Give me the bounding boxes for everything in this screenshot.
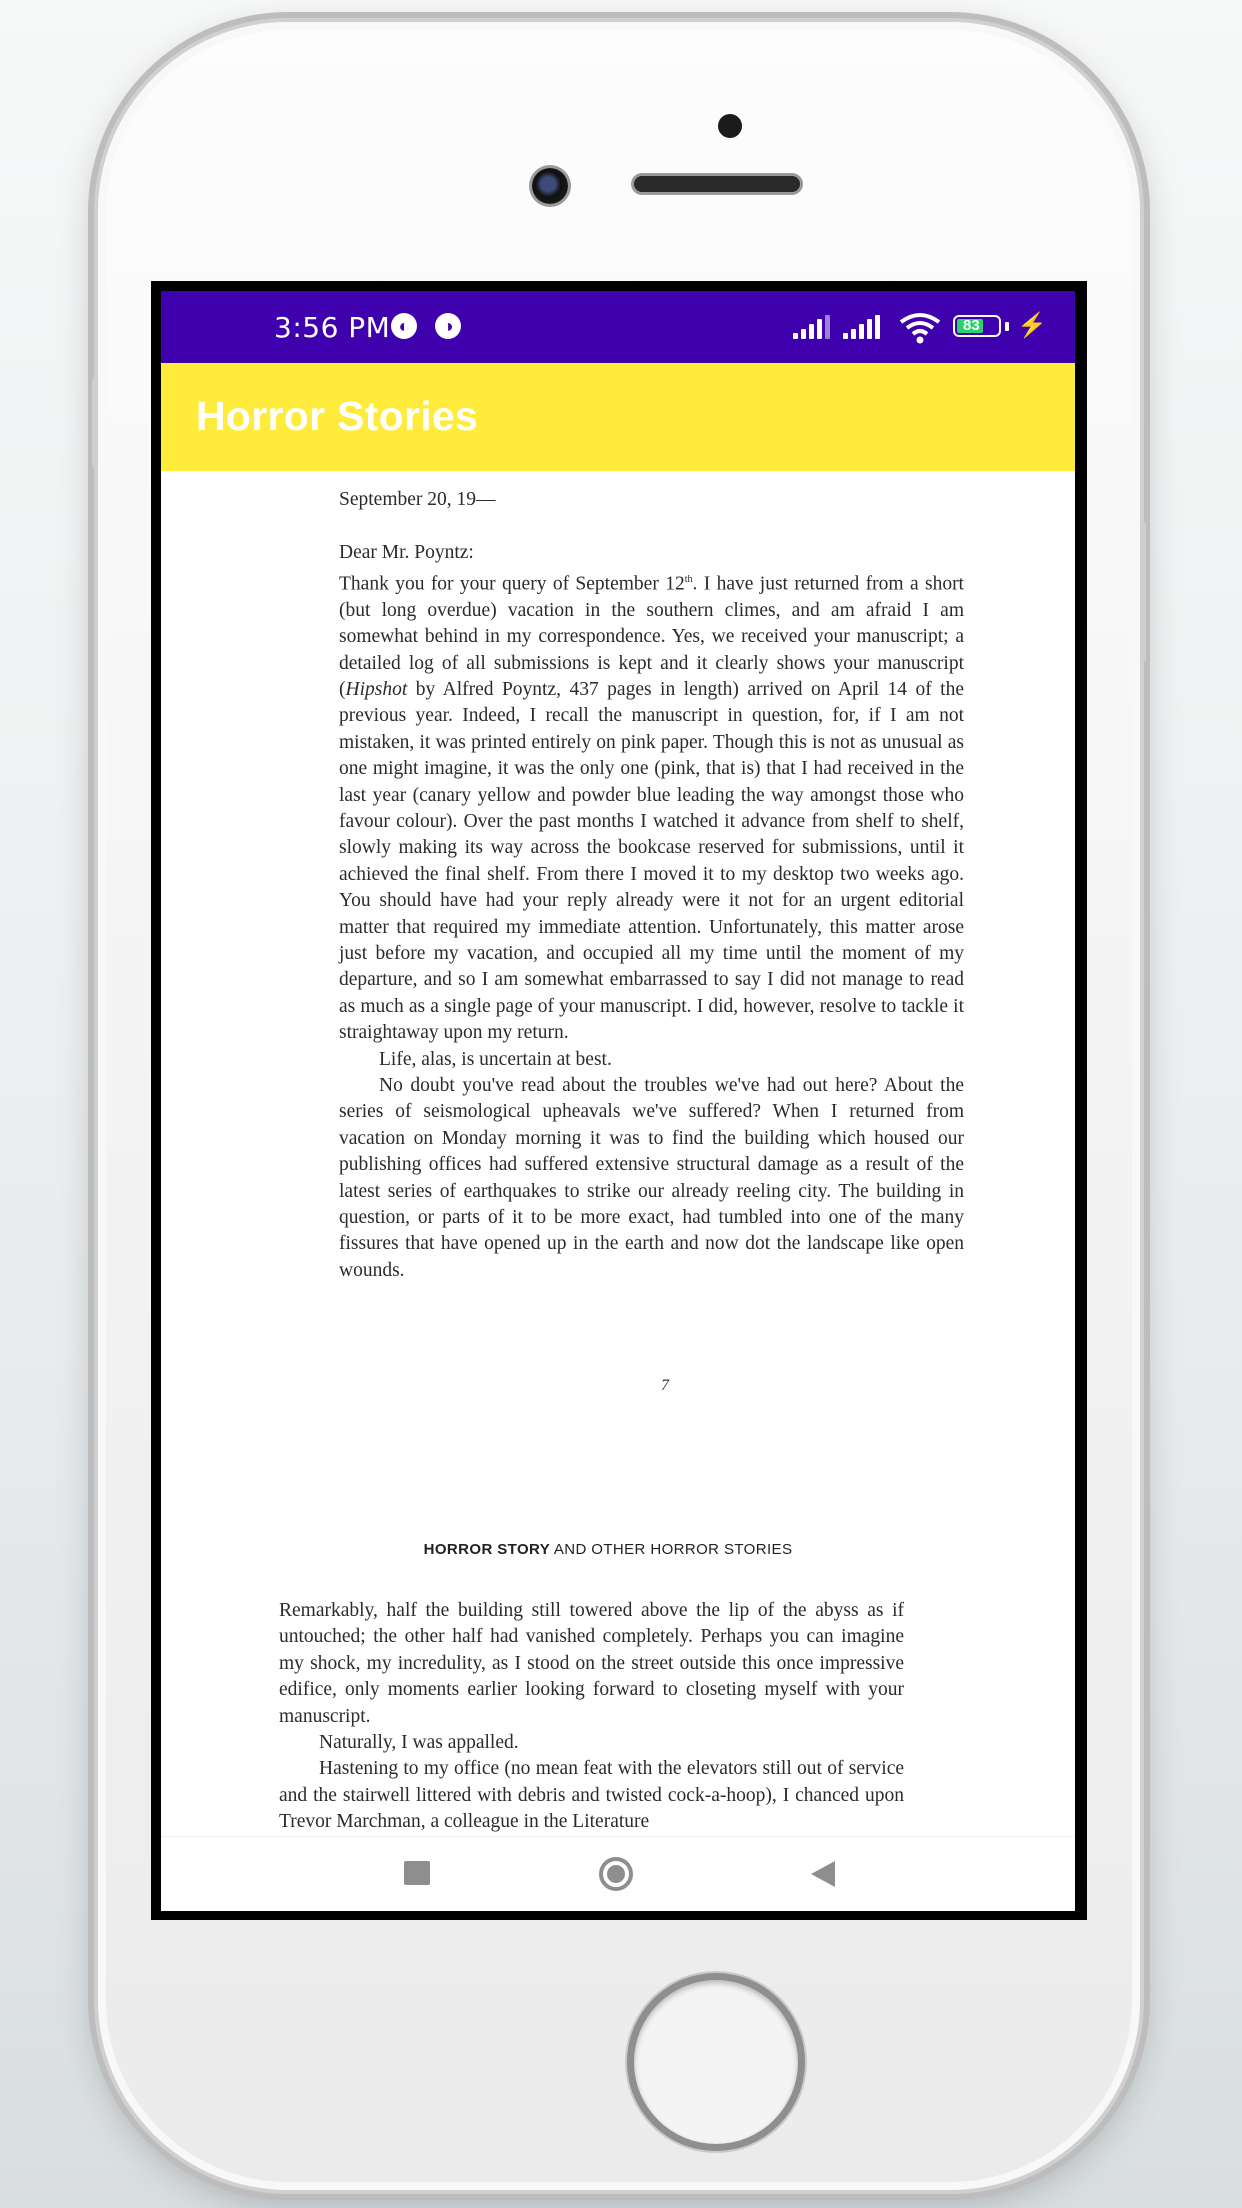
signal-icon bbox=[793, 315, 831, 339]
status-time: 3:56 PM bbox=[274, 311, 391, 344]
app-title: Horror Stories bbox=[196, 393, 479, 439]
front-camera bbox=[532, 168, 568, 204]
paragraph: Remarkably, half the building still towered above the lip of the abyss as if untouched; the other half had vanished completely. Perhaps you can imagine my shock, my incredulity, as I stood on the street outside this once impressive edifice, only moments earlier looking forward to closeting myself with your manuscript. bbox=[279, 1600, 904, 1727]
app-notification-icon: ◑ bbox=[435, 313, 461, 339]
letter-salutation: Dear Mr. Poyntz: bbox=[339, 542, 474, 564]
home-button[interactable] bbox=[599, 1857, 633, 1891]
book-page-8 bbox=[279, 1598, 904, 1836]
paragraph: No doubt you've read about the troubles we've had out here? About the series of seismological upheavals we've suffered? When I returned from vacation on Monday morning it was to find the building which housed our publishing offices had suffered extensive structural damage as a result of the latest series of earthquakes to strike our already reeling city. The building in question, or parts of it to be more exact, had tumbled into one of the many fissures that have opened up in the earth and now dot the landscape like open wounds. bbox=[339, 1075, 964, 1281]
status-bar bbox=[161, 291, 1075, 363]
paragraph: Life, alas, is uncertain at best. bbox=[379, 1048, 612, 1070]
earpiece-speaker bbox=[634, 176, 800, 192]
proximity-sensor bbox=[718, 114, 742, 138]
running-head: HORROR STORY AND OTHER HORROR STORIES bbox=[423, 1541, 793, 1558]
paragraph: Naturally, I was appalled. bbox=[319, 1732, 519, 1754]
paragraph: Thank you for your query of September 12th. I have just returned from a short (but long overdue) vacation in the southern climes, and am afraid I am somewhat behind in my correspondence. Yes, we received your manuscript; a detailed log of all submissions is kept and it clearly shows your manuscript (Hipshot by Alfred Poyntz, 437 pages in length) arrived on April 14 of the previous year. Indeed, I recall the manuscript in question, for, if I am not mistaken, it was printed entirely on pink paper. Though this is not as unusual as one might imagine, it was the only one (pink, that is) that I had received in the last year (canary yellow and powder blue leading the way amongst those who favour colour). Over the past months I watched it advance from shelf to shelf, slowly making its way across the bookcase reserved for submissions, until it achieved the final shelf. From there I moved it to my desktop two weeks ago. You should have had your reply already were it not for an urgent editorial matter that required my immediate attention. Unfortunately, this matter arose just before my vacation, and occupied all my time until the moment of my departure, and so I am somewhat embarrassed to say I did not manage to read as much as a single page of your manuscript. I did, however, resolve to tackle it straightaway upon my return. bbox=[339, 573, 964, 1044]
battery-icon bbox=[953, 315, 1001, 337]
recents-button[interactable] bbox=[404, 1861, 430, 1885]
page-number: 7 bbox=[661, 1377, 669, 1394]
charging-icon: ⚡ bbox=[1017, 312, 1047, 339]
letter-date: September 20, 19— bbox=[339, 489, 496, 510]
wifi-icon bbox=[899, 312, 941, 344]
book-reader[interactable] bbox=[161, 471, 1075, 1833]
app-bar bbox=[161, 363, 1075, 471]
volume-button bbox=[92, 378, 98, 468]
navigation-bar bbox=[161, 1836, 1075, 1911]
battery-tip bbox=[1005, 322, 1009, 331]
phone-screen bbox=[151, 281, 1087, 1920]
paragraph: Hastening to my office (no mean feat with the elevators still out of service and the stairwell littered with debris and twisted cock-a-hoop), I chanced upon Trevor Marchman, a colleague in the Literature bbox=[279, 1758, 904, 1833]
signal-icon bbox=[843, 315, 885, 339]
screen-content bbox=[161, 291, 1075, 1910]
back-button[interactable] bbox=[811, 1861, 835, 1887]
book-page-7 bbox=[339, 487, 964, 1284]
physical-home-button[interactable] bbox=[634, 1980, 798, 2144]
app-notification-icon: ◐ bbox=[391, 313, 417, 339]
battery-level: 83 bbox=[963, 317, 980, 334]
power-button bbox=[1140, 522, 1146, 662]
